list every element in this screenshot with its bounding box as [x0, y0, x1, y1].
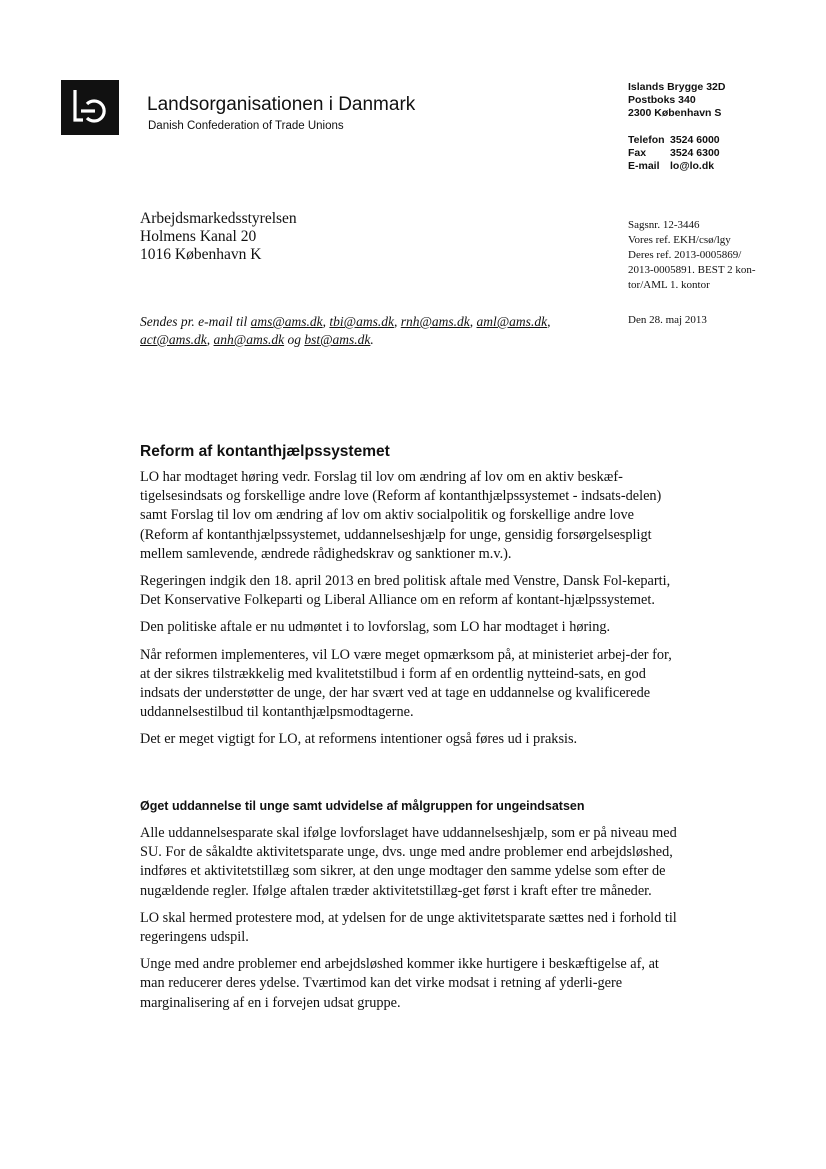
email-row: [628, 160, 725, 173]
letter-title: Reform af kontanthjælpssystemet: [140, 443, 390, 460]
address-line: Postboks 340: [628, 94, 696, 106]
separator: ,: [322, 314, 330, 329]
separator: ,: [393, 314, 401, 329]
paragraph: LO skal hermed protestere mod, at ydelsen for de unge aktivitetsparate sættes ned i forhold til regeringens udspil.: [140, 909, 677, 946]
reference-line: 2013-0005891. BEST 2 kon-: [628, 264, 756, 276]
fax-label: Fax: [628, 147, 647, 159]
paragraph: Den politiske aftale er nu udmøntet i to lovforslag, som LO har modtaget i høring.: [140, 619, 611, 636]
paragraph: Unge med andre problemer end arbejdsløshed kommer ikke hurtigere i beskæftigelse af, at man reducerer deres ydelse. Tværtimod kan det virke modsat i retning af yderli-gere marginalisering af en i forvejen udsat gruppe.: [140, 956, 659, 1011]
email-link[interactable]: act@ams.dk: [140, 332, 207, 347]
paragraph: Når reformen implementeres, vil LO være meget opmærksom på, at ministeriet arbej-der for, at der sikres tilstrækkelig med kvalitetstilbud i form af en ordentlig nytteind-sats, en god indsats der understøtter de unge, der har svært ved at tage en uddannelse og kvalificerede uddannelsestilbud til kontanthjælpsmodtagerne.: [140, 646, 672, 721]
lo-logo: [61, 80, 119, 135]
email-link[interactable]: bst@ams.dk: [304, 332, 371, 347]
recipient-line: 1016 København K: [140, 246, 262, 263]
reference-line: Vores ref. EKH/csø/lgy: [628, 234, 731, 246]
address-line: Islands Brygge 32D: [628, 81, 726, 93]
paragraph: Regeringen indgik den 18. april 2013 en bred politisk aftale med Venstre, Dansk Fol-keparti, Det Konservative Folkeparti og Liberal Alliance om en reform af kontant-hjælpssystemet.: [140, 573, 671, 609]
paragraph: Alle uddannelsesparate skal ifølge lovforslaget have uddannelseshjælp, som er på niveau med SU. For de såkaldte aktivitetsparate unge, dvs. unge med andre problemer end arbejdsløshed, indføres et aktivitetstillæg som sikrer, at den unge modtager den samme ydelse som efter de nugældende regler. Ifølge aftalen træder aktivitetstillæg-get først i kraft efter tre måneder.: [140, 825, 677, 899]
contact-block: [628, 81, 725, 173]
org-subtitle: Danish Confederation of Trade Unions: [148, 120, 344, 132]
reference-line: Sagsnr. 12-3446: [628, 219, 700, 231]
reference-line: Deres ref. 2013-0005869/: [628, 249, 742, 261]
fax-row: [628, 147, 725, 160]
body-section-2: [140, 824, 685, 1013]
email-label: E-mail: [628, 160, 660, 172]
paragraph: Det er meget vigtigt for LO, at reformens intentioner også føres ud i praksis.: [140, 731, 578, 748]
phone-row: [628, 134, 725, 147]
email-link[interactable]: anh@ams.dk: [213, 332, 285, 347]
letter-date: Den 28. maj 2013: [628, 314, 707, 326]
fax-value: 3524 6300: [670, 147, 720, 159]
reference-line: tor/AML 1. kontor: [628, 279, 710, 291]
recipient-address: [140, 210, 297, 264]
reference-block: [628, 218, 788, 293]
recipient-line: Holmens Kanal 20: [140, 228, 257, 245]
separator: ,: [469, 314, 477, 329]
paragraph: LO har modtaget høring vedr. Forslag til lov om ændring af lov om en aktiv beskæf-tigelsesindsats og forskellige andre love (Reform af kontanthjælpssystemet - indsats-delen) samt Forslag til lov om ændring af lov om aktiv socialpolitik og forskellige andre love (Reform af kontanthjælpssystemet, uddannelseshjælp for unge, gensidig forsørgelsespligt mellem samlevende, ændrede rådighedskrav og sanktioner m.v.).: [140, 469, 662, 562]
email-link[interactable]: ams@ams.dk: [250, 314, 323, 329]
separator: ,: [206, 332, 214, 347]
recipient-line: Arbejdsmarkedsstyrelsen: [140, 210, 297, 227]
email-link[interactable]: aml@ams.dk: [476, 314, 548, 329]
email-value[interactable]: lo@lo.dk: [670, 160, 715, 172]
org-name: Landsorganisationen i Danmark: [147, 94, 416, 115]
separator: ,: [547, 314, 551, 329]
section-subtitle: Øget uddannelse til unge samt udvidelse af målgruppen for ungeindsatsen: [140, 799, 585, 813]
send-to-line: [140, 313, 600, 349]
send-to-prefix: Sendes pr. e-mail til: [140, 314, 251, 329]
separator: .: [370, 332, 374, 347]
phone-value: 3524 6000: [670, 134, 720, 146]
address-line: 2300 København S: [628, 107, 722, 119]
lo-logo-icon: [61, 80, 119, 135]
email-link[interactable]: rnh@ams.dk: [400, 314, 470, 329]
body-section-1: [140, 468, 685, 750]
email-link[interactable]: tbi@ams.dk: [329, 314, 394, 329]
separator: og: [284, 332, 305, 347]
phone-label: Telefon: [628, 134, 665, 146]
